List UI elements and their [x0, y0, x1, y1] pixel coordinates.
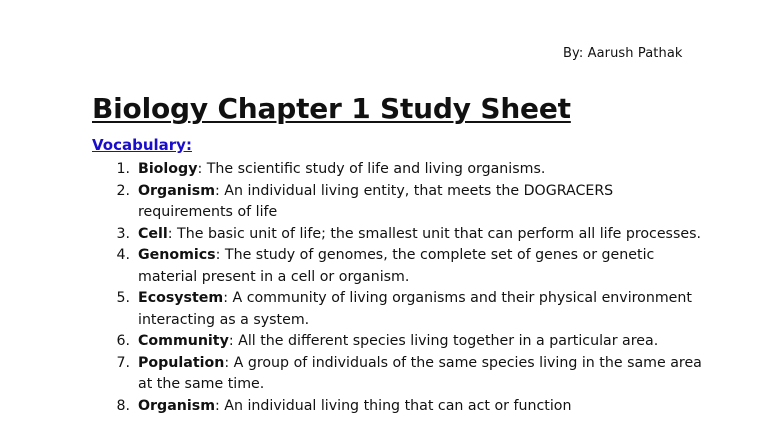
list-item-number: 1.: [116, 161, 130, 177]
vocab-definition: : An individual living thing that can act or function: [214, 397, 572, 414]
list-item: [110, 159, 710, 181]
vocab-definition: : All the different species living together in a particular area.: [228, 333, 659, 349]
list-item-number: 4.: [116, 247, 130, 263]
vocab-term: Cell: [138, 225, 168, 242]
list-item: [110, 331, 710, 353]
vocab-definition: : The scientific study of life and living organisms.: [197, 161, 546, 177]
vocab-term: Organism: [138, 397, 215, 414]
vocab-term: Biology: [138, 161, 198, 177]
list-item: [110, 396, 710, 418]
list-item: [110, 181, 710, 224]
page-title: Biology Chapter 1 Study Sheet: [92, 92, 571, 125]
vocab-definition: : The basic unit of life; the smallest unit that can perform all life processes.: [167, 225, 701, 242]
list-item: [110, 224, 710, 246]
vocab-term: Organism: [138, 182, 215, 199]
list-item: [110, 288, 710, 331]
list-item: [110, 245, 710, 288]
list-item-number: 2.: [116, 182, 130, 199]
list-item: [110, 353, 710, 396]
vocab-term: Population: [138, 354, 225, 371]
list-item-number: 5.: [116, 290, 130, 306]
list-item-number: 8.: [116, 397, 130, 414]
vocab-term: Genomics: [138, 247, 216, 263]
vocab-definition: : An individual living entity, that meets the DOGRACERS requirements of life: [138, 182, 614, 220]
vocab-definition: : The study of genomes, the complete set of genes or genetic material present in a cell or organism.: [138, 247, 655, 285]
list-item-number: 6.: [116, 333, 130, 349]
author-line: By: Aarush Pathak: [563, 46, 683, 61]
vocabulary-list: [110, 159, 710, 417]
vocab-definition: : A group of individuals of the same species living in the same area at the same time.: [138, 354, 702, 392]
list-item-number: 7.: [116, 354, 130, 371]
vocabulary-heading: Vocabulary:: [92, 136, 192, 154]
vocab-term: Ecosystem: [138, 290, 224, 306]
vocab-definition: : A community of living organisms and their physical environment interacting as a system.: [138, 290, 692, 328]
list-item-number: 3.: [116, 225, 130, 242]
vocab-term: Community: [138, 333, 229, 349]
